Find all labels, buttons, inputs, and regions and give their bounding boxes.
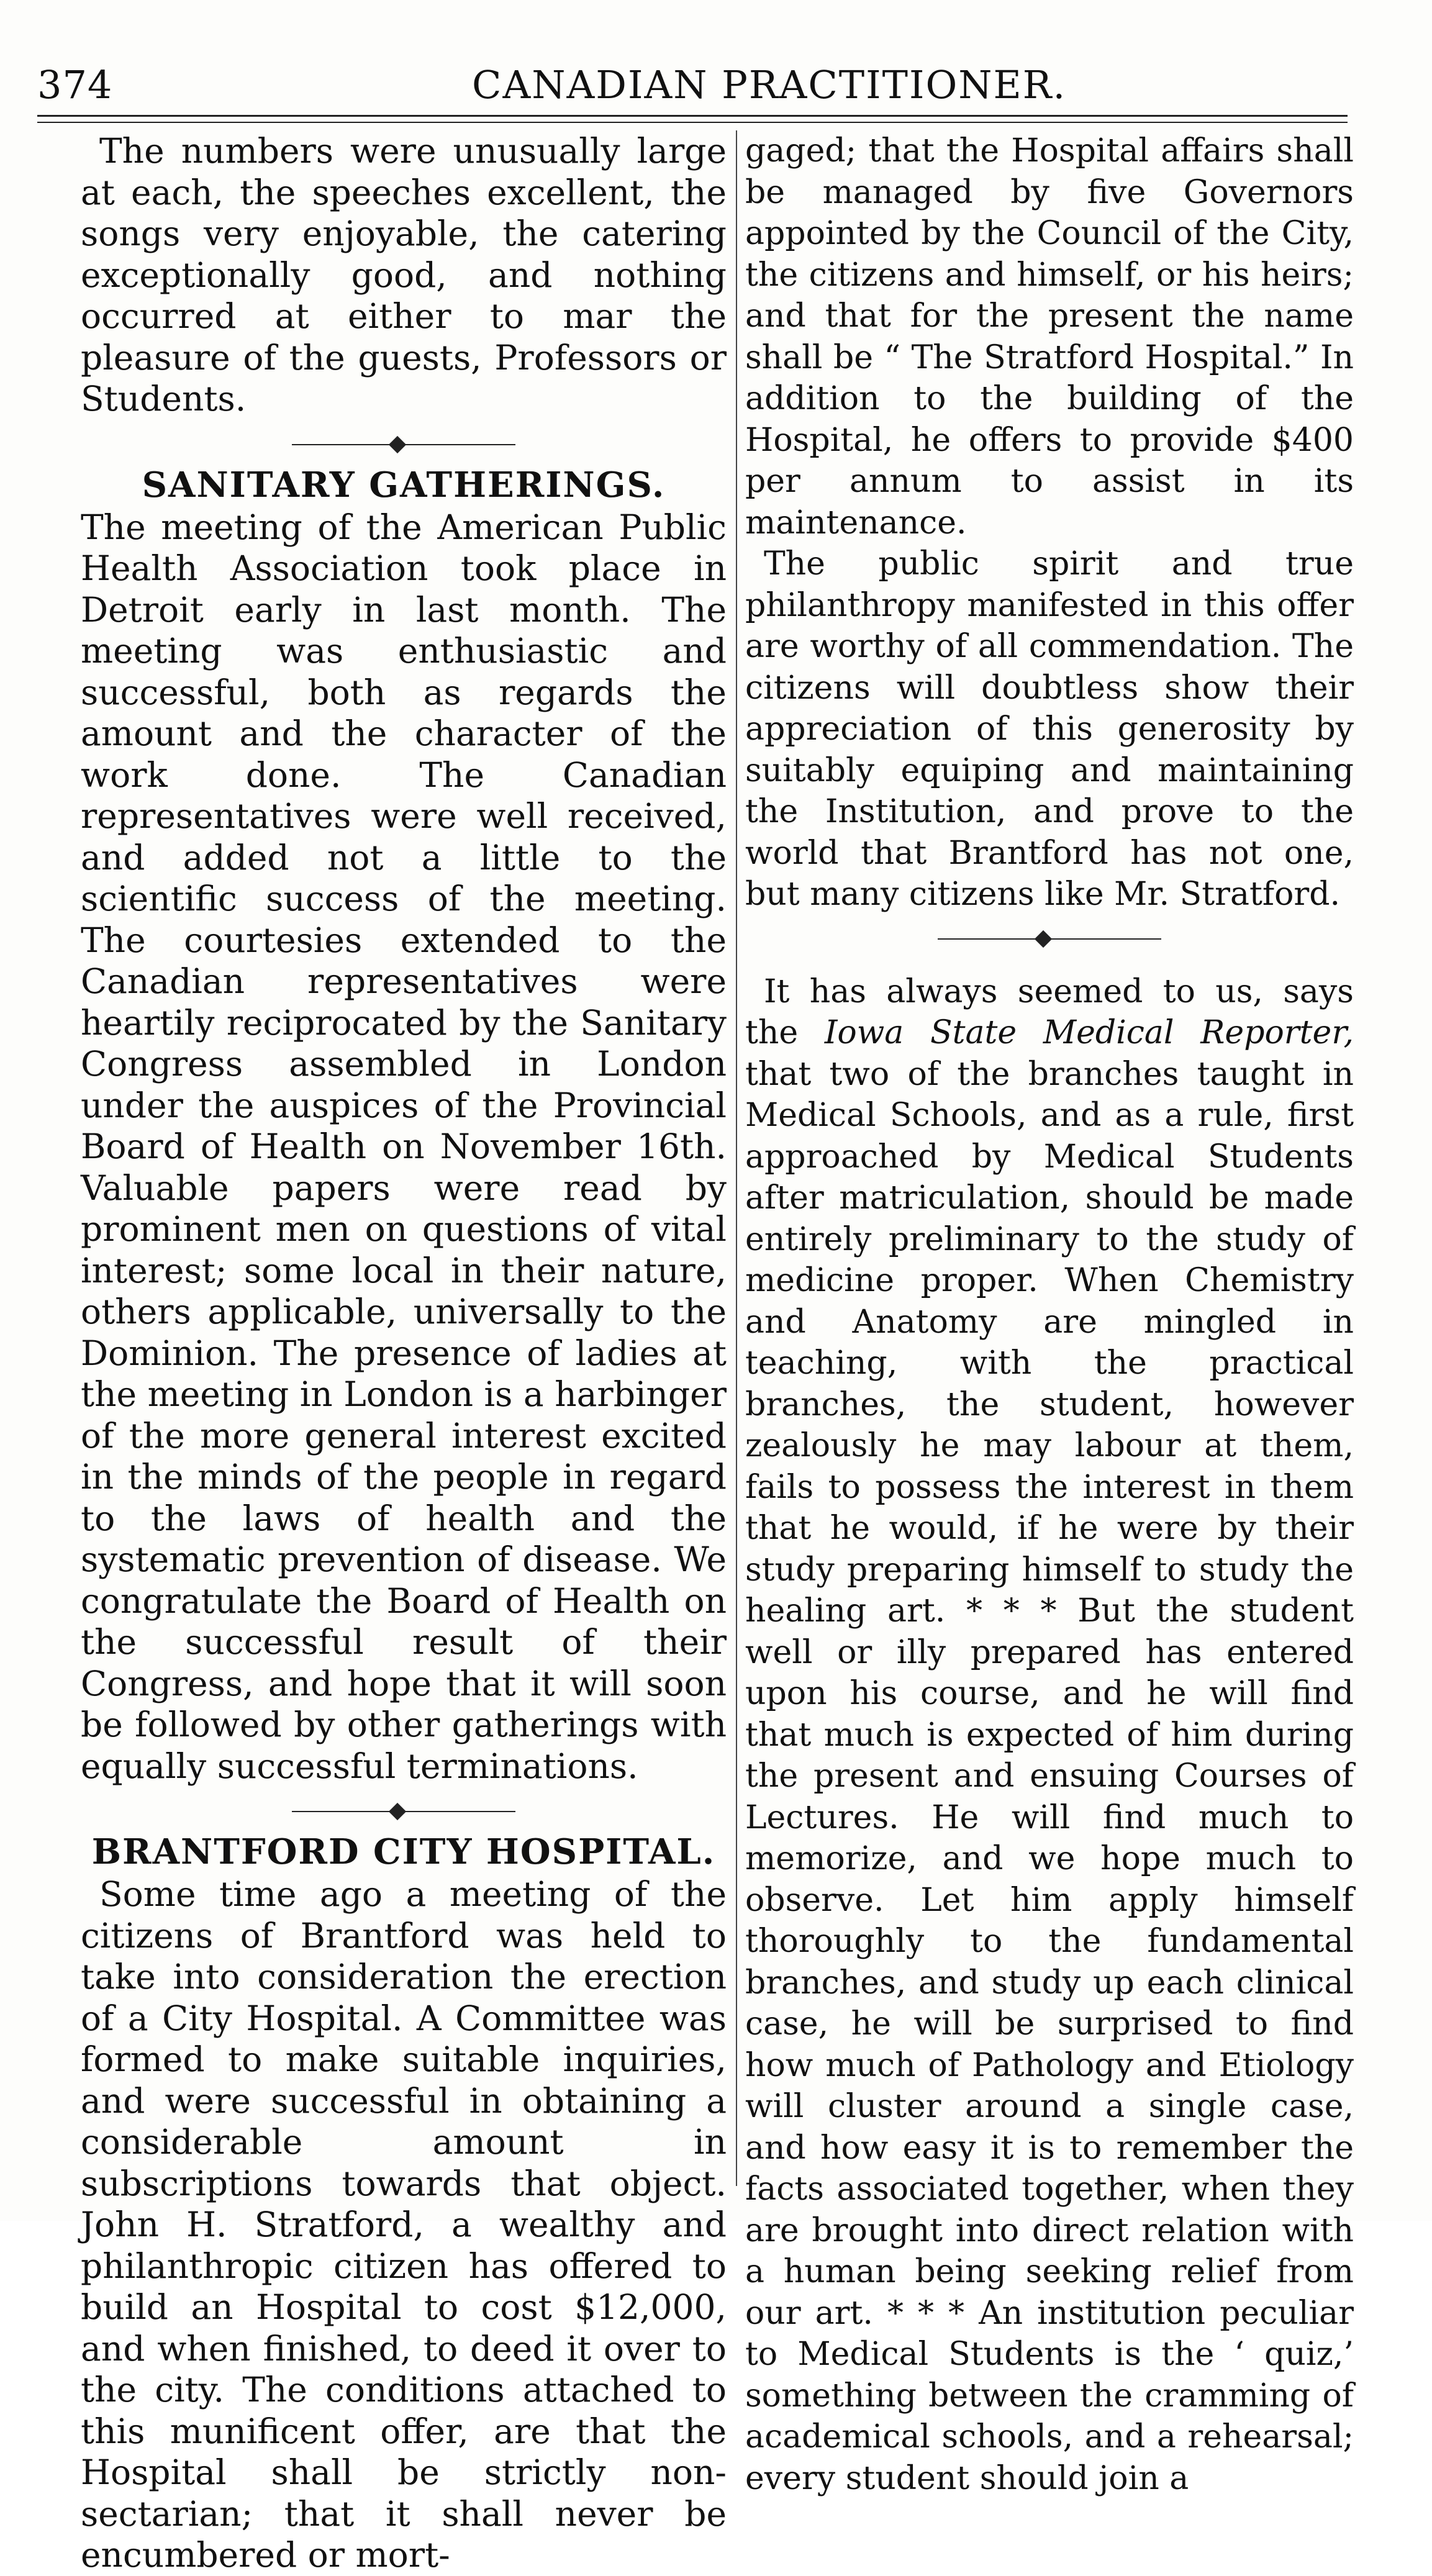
section-ornament bbox=[745, 922, 1354, 953]
intro-paragraph: The numbers were unusually large at each, the speeches excellent, the songs very enjoyable, the catering exceptionally good, and nothing occurred at either to mar the pleasure of the guests, Professors or Students. bbox=[81, 131, 727, 419]
philanthropy-paragraph: The public spirit and true philanthropy manifested in this offer are worthy of all commendation. The citizens will doubtless show their appreciation of this generosity by suitably equiping and maintaining the Institution, and prove to the world that Brantford has not one, but many citizens like Mr. Stratford. bbox=[745, 545, 1354, 913]
section-ornament bbox=[81, 426, 727, 457]
header-rule bbox=[37, 115, 1348, 117]
brantford-body: Some time ago a meeting of the citizens of Brantford was held to take into consideration the erection of a City Hospital. A Committee was formed to make suitable inquiries, and were successful in obtaining a considerable amount in subscriptions towards that object. John H. Stratford, a wealthy and philanthropic citizen has offered to build an Hospital to cost $12,000, and when finished, to deed it over to the city. The conditions attached to this munificent offer, are that the Hospital shall be strictly non-sectarian; that it shall never be encumbered or mort- bbox=[81, 1874, 727, 2575]
iowa-lead: It has always seemed to us, says the bbox=[745, 973, 1354, 1051]
brantford-continuation: gaged; that the Hospital affairs shall be managed by five Governors appointed by the Council of the City, the citizens and himself, or his heirs; and that for the present the name shall be “ The Stratford Hospital.” In addition to the building of the Hospital, he offers to provide $400 per annum to assist in its maintenance. bbox=[745, 132, 1354, 542]
sanitary-body: The meeting of the American Public Health Association took place in Detroit early in last month. The meeting was enthusiastic and successful, both as regards the amount and the character of the work done. The Canadian representatives were well received, and added not a little to the scientific success of the meeting. The courtesies extended to the Canadian representatives were heartily reciprocated by the Sanitary Congress assembled in London under the auspices of the Provincial Board of Health on November 16th. Valuable papers were read by prominent men on questions of vital interest; some local in their nature, others applicable, universally to the Dominion. The presence of ladies at the meeting in London is a harbinger of the more general interest excited in the minds of the people in regard to the laws of health and the systematic prevention of disease. We congratulate the Board of Health on the successful result of their Congress, and hope that it will soon be followed by other gatherings with equally successful terminations. bbox=[81, 507, 727, 1786]
page-number: 374 bbox=[37, 62, 113, 107]
left-column bbox=[81, 130, 727, 2576]
right-column bbox=[745, 130, 1354, 2499]
running-head: CANADIAN PRACTITIONER. bbox=[472, 62, 1067, 107]
iowa-paragraph bbox=[745, 971, 1354, 2500]
iowa-body: that two of the branches taught in Medical Schools, and as a rule, first approached by Medical Students after matriculation, should be made entirely preliminary to the study of medicine proper. When Chemistry and Anatomy are mingled in teaching, with the practical branches, the student, however zealously he may labour at them, fails to possess the interest in them that he would, if he were by their study preparing himself to study the healing art. * * * But the student well or illy prepared has entered upon his course, and he will find that much is expected of him during the present and ensuing Courses of Lectures. He will find much to memorize, and we hope much to observe. Let him apply himself thoroughly to the fundamental branches, and study up each clinical case, he will be surprised to find how much of Pathology and Etiology will cluster around a single case, and how easy it is to remember the facts associated together, when they are brought into direct relation with a human being seeking relief from our art. * * * An institution peculiar to Medical Students is the ‘ quiz,’ something between the cramming of academical schools, and a rehearsal; every student should join a bbox=[745, 1055, 1354, 2497]
column-divider bbox=[736, 130, 737, 2186]
sanitary-title: SANITARY GATHERINGS. bbox=[142, 464, 666, 506]
header-rule-secondary bbox=[37, 122, 1348, 123]
section-ornament bbox=[81, 1793, 727, 1824]
iowa-journal: Iowa State Medical Reporter, bbox=[824, 1014, 1354, 1051]
brantford-title: BRANTFORD CITY HOSPITAL. bbox=[91, 1831, 716, 1872]
page-header bbox=[37, 50, 1341, 118]
